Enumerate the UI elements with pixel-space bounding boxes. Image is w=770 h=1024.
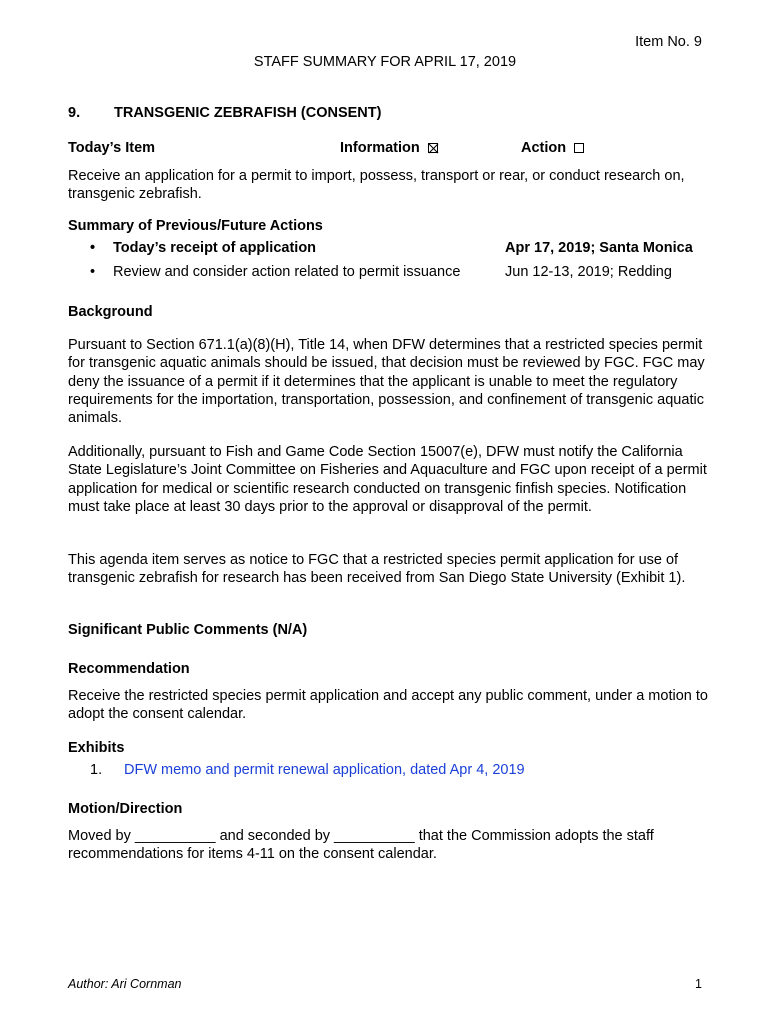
bullet-icon: • — [90, 264, 96, 280]
bullet-icon: • — [90, 240, 96, 256]
background-paragraph: Pursuant to Section 671.1(a)(8)(H), Title 14, when DFW determines that a restricted species permit for transgenic aquatic animals should be issued, that decision must be reviewed by FGC. FGC may deny the issuance of a permit if it determines that the applicant is unable to meet the regulatory requirements for the importation, transportation, possession, and confinement of transgenic aquatic animals. — [68, 337, 705, 427]
background-paragraph: This agenda item serves as notice to FGC that a restricted species permit application for use of transgenic zebrafish for research has been received from San Diego State University (Exhibit 1). — [68, 552, 686, 587]
summary-item-text: Review and consider action related to permit issuance — [113, 264, 461, 280]
motion-text: Moved by __________ and seconded by __________ that the Commission adopts the staff recommendations for items 4-11 on the consent calendar. — [68, 828, 654, 863]
footer-author: Author: Ari Cornman — [68, 977, 182, 991]
action-option — [521, 140, 584, 156]
public-comments-heading: Significant Public Comments (N/A) — [68, 622, 308, 638]
staff-summary-title: STAFF SUMMARY FOR APRIL 17, 2019 — [253, 54, 517, 70]
summary-heading: Summary of Previous/Future Actions — [68, 218, 323, 234]
summary-item — [68, 264, 708, 284]
action-checkbox-icon — [574, 143, 584, 153]
background-heading: Background — [68, 304, 153, 320]
item-number: Item No. 9 — [635, 34, 702, 50]
summary-item-date: Jun 12-13, 2019; Redding — [505, 264, 672, 280]
summary-item-text: Today’s receipt of application — [113, 240, 317, 256]
summary-item — [68, 240, 708, 260]
agenda-title: TRANSGENIC ZEBRAFISH (CONSENT) — [114, 105, 382, 121]
motion-heading: Motion/Direction — [68, 801, 183, 817]
information-checkbox-icon — [428, 143, 438, 153]
intro-paragraph: Receive an application for a permit to import, possess, transport or rear, or conduct research on, transgenic zebrafish. — [68, 168, 685, 203]
summary-item-date: Apr 17, 2019; Santa Monica — [505, 240, 693, 256]
action-label: Action — [521, 140, 567, 156]
exhibit-link[interactable]: DFW memo and permit renewal application, dated Apr 4, 2019 — [124, 762, 525, 778]
background-paragraph: Additionally, pursuant to Fish and Game Code Section 15007(e), DFW must notify the California State Legislature’s Joint Committee on Fisheries and Aquaculture and FGC upon receipt of a permit application for medical or scientific research conducted on transgenic finfish species. Notification must take place at least 30 days prior to the approval or disapproval of the permit. — [68, 444, 707, 515]
recommendation-heading: Recommendation — [68, 661, 190, 677]
exhibits-heading: Exhibits — [68, 740, 125, 756]
page-number: 1 — [695, 977, 702, 991]
agenda-number: 9. — [68, 105, 81, 121]
recommendation-text: Receive the restricted species permit application and accept any public comment, under a motion to adopt the consent calendar. — [68, 688, 708, 723]
information-label: Information — [340, 140, 420, 156]
information-option — [340, 140, 438, 156]
todays-item-label: Today’s Item — [68, 140, 156, 156]
exhibit-number: 1. — [90, 762, 103, 778]
